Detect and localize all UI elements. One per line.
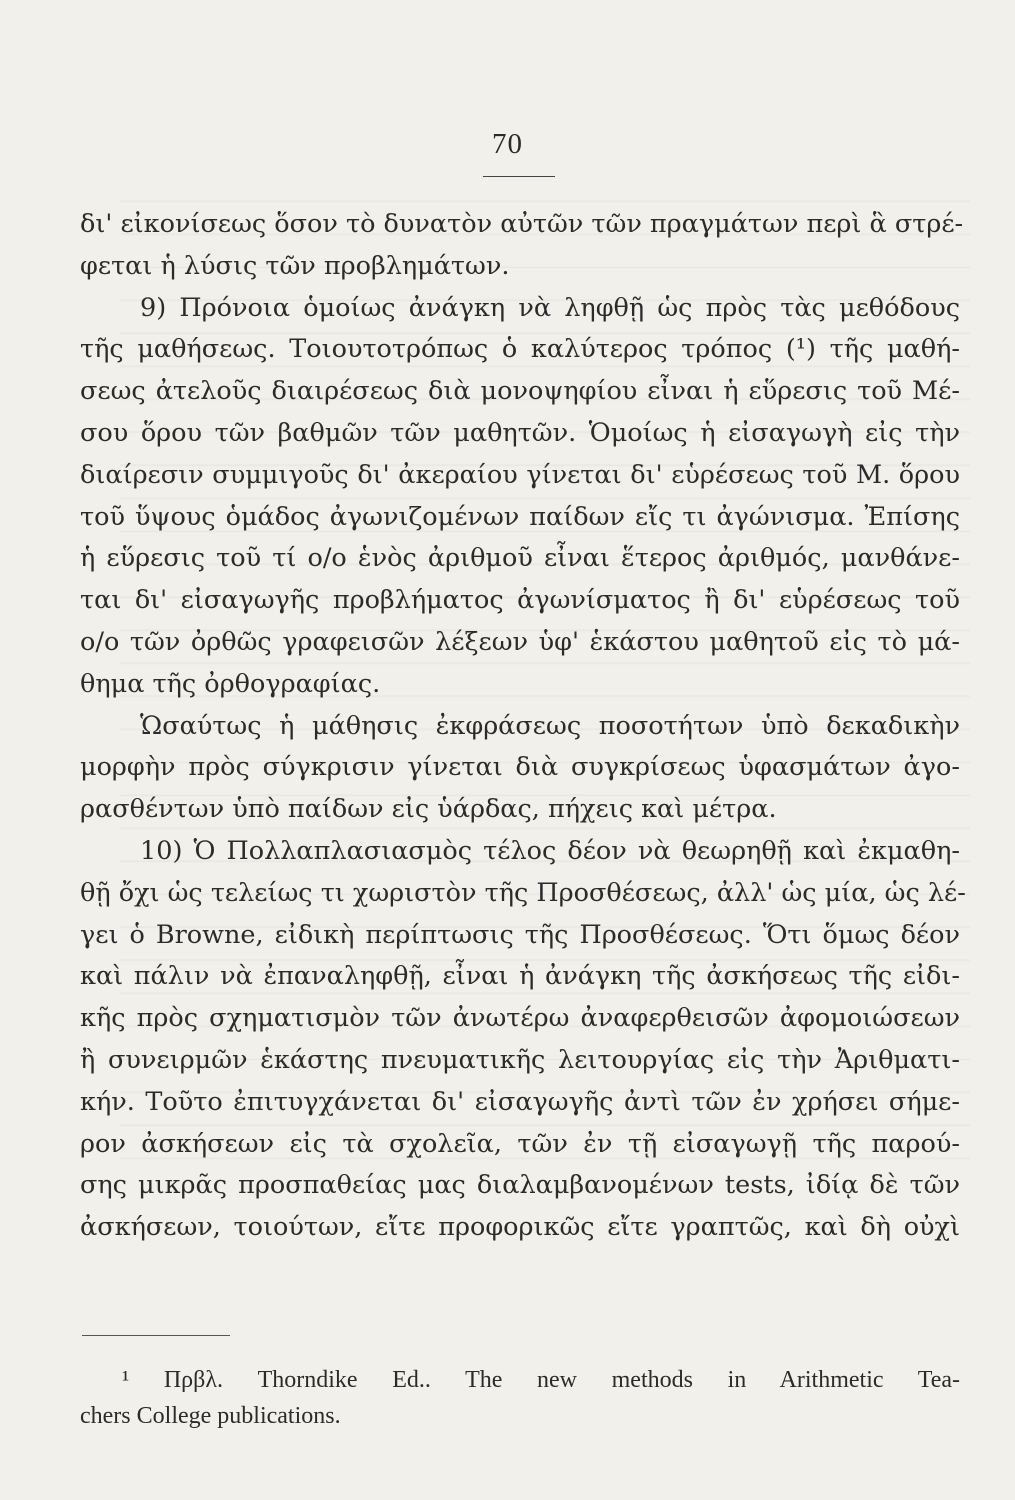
text-line: ται δι' εἰσαγωγῆς προβλήματος ἀγωνίσματος ἢ δι' εὑρέσεως τοῦ	[80, 585, 960, 616]
text-line: 9) Πρόνοια ὁμοίως ἀνάγκη νὰ ληφθῇ ὡς πρὸς τὰς μεθόδους	[140, 292, 960, 323]
body-text	[80, 204, 966, 1249]
text-line: φεται ἡ λύσις τῶν προβλημάτων.	[80, 250, 510, 281]
text-line: καὶ πάλιν νὰ ἐπαναληφθῇ, εἶναι ἡ ἀνάγκη τῆς ἀσκήσεως τῆς εἰδι-	[80, 961, 960, 992]
text-line: ἡ εὕρεσις τοῦ τί ο/ο ἑνὸς ἀριθμοῦ εἶναι ἕτερος ἀριθμός, μανθάνε-	[80, 543, 960, 574]
text-line: κῆς πρὸς σχηματισμὸν τῶν ἀνωτέρω ἀναφερθεισῶν ἀφομοιώσεων	[80, 1003, 960, 1034]
text-line: κήν. Τοῦτο ἐπιτυγχάνεται δι' εἰσαγωγῆς ἀντὶ τῶν ἐν χρήσει σήμε-	[80, 1086, 960, 1117]
text-line: γει ὁ Browne, εἰδικὴ περίπτωσις τῆς Προσθέσεως. Ὅτι ὅμως δέον	[80, 919, 960, 950]
text-line: ρασθέντων ὑπὸ παίδων εἰς ὑάρδας, πήχεις καὶ μέτρα.	[80, 794, 777, 825]
footnote-rule	[82, 1335, 230, 1336]
text-line: θῇ ὄχι ὡς τελείως τι χωριστὸν τῆς Προσθέσεως, ἀλλ' ὡς μία, ὡς λέ-	[80, 877, 966, 908]
text-line: σεως ἀτελοῦς διαιρέσεως διὰ μονοψηφίου εἶναι ἡ εὕρεσις τοῦ Μέ-	[80, 376, 960, 407]
text-line: ἢ συνειρμῶν ἑκάστης πνευματικῆς λειτουργίας εἰς τὴν Ἀριθματι-	[80, 1044, 960, 1075]
footnote-line: ¹ Πρβλ. Thorndike Ed.. The new methods in Arithmetic Tea-	[122, 1367, 960, 1393]
text-line: Ὡσαύτως ἡ μάθησις ἐκφράσεως ποσοτήτων ὑπὸ δεκαδικὴν	[140, 710, 960, 741]
text-line: ρον ἀσκήσεων εἰς τὰ σχολεῖα, τῶν ἐν τῇ εἰσαγωγῇ τῆς παρού-	[80, 1128, 960, 1159]
page-number: 70	[492, 128, 523, 160]
text-line: τοῦ ὕψους ὁμάδος ἀγωνιζομένων παίδων εἴς τι ἀγώνισμα. Ἐπίσης	[80, 501, 960, 532]
text-line: ο/ο τῶν ὀρθῶς γραφεισῶν λέξεων ὑφ' ἑκάστου μαθητοῦ εἰς τὸ μά-	[80, 626, 960, 657]
text-line: θημα τῆς ὀρθογραφίας.	[80, 668, 381, 699]
text-line: σου ὅρου τῶν βαθμῶν τῶν μαθητῶν. Ὁμοίως ἡ εἰσαγωγὴ εἰς τὴν	[80, 417, 960, 448]
page-number-rule	[483, 176, 555, 177]
footnote-line: chers College publications.	[80, 1403, 341, 1429]
text-line: ἀσκήσεων, τοιούτων, εἴτε προφορικῶς εἴτε γραπτῶς, καὶ δὴ οὐχὶ	[80, 1212, 960, 1243]
footnote	[80, 1362, 960, 1434]
text-line: μορφὴν πρὸς σύγκρισιν γίνεται διὰ συγκρίσεως ὑφασμάτων ἀγο-	[80, 752, 960, 783]
text-line: σης μικρᾶς προσπαθείας μας διαλαμβανομένων tests, ἰδίᾳ δὲ τῶν	[80, 1170, 960, 1201]
text-line: 10) Ὁ Πολλαπλασιασμὸς τέλος δέον νὰ θεωρηθῇ καὶ ἐκμαθη-	[140, 835, 960, 866]
text-line: δι' εἰκονίσεως ὅσον τὸ δυνατὸν αὐτῶν τῶν πραγμάτων περὶ ἃ στρέ-	[80, 209, 964, 239]
text-line: διαίρεσιν συμμιγοῦς δι' ἀκεραίου γίνεται δι' εὑρέσεως τοῦ Μ. ὅρου	[80, 459, 960, 490]
text-line: τῆς μαθήσεως. Τοιουτοτρόπως ὁ καλύτερος τρόπος (¹) τῆς μαθή-	[80, 334, 960, 365]
